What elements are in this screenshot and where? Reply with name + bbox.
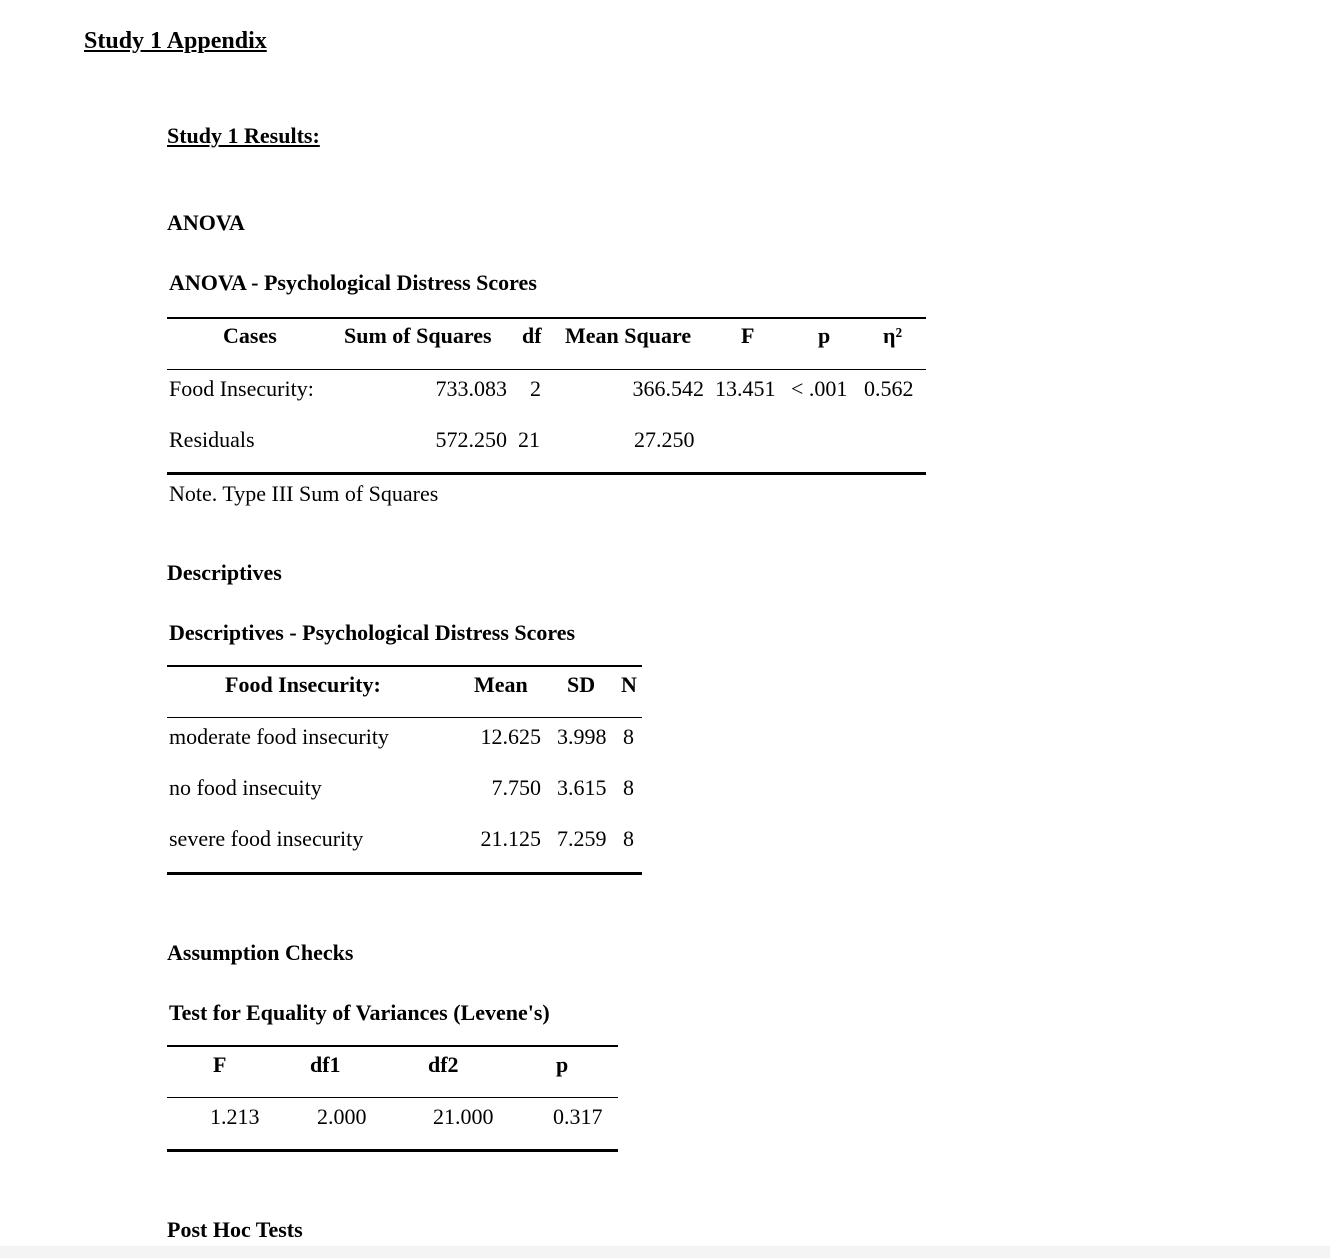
descriptives-top-rule — [167, 665, 642, 667]
descriptives-table-title: Descriptives - Psychological Distress Scores — [169, 620, 576, 645]
anova-table-title: ANOVA - Psychological Distress Scores — [169, 270, 537, 295]
levene-bottom-rule — [167, 1149, 618, 1152]
descriptives-cell-sd: 3.998 — [557, 724, 607, 749]
levene-cell-f: 1.213 — [210, 1104, 260, 1129]
anova-header-p: p — [818, 323, 831, 348]
anova-section-title: ANOVA — [167, 210, 245, 235]
appendix-title: Study 1 Appendix — [84, 28, 267, 54]
levene-top-rule — [167, 1045, 618, 1047]
descriptives-section-title: Descriptives — [167, 560, 282, 585]
anova-cell-p: < .001 — [791, 376, 848, 401]
descriptives-cell-n: 8 — [623, 724, 634, 749]
anova-bottom-rule — [167, 472, 926, 475]
descriptives-header-group: Food Insecurity: — [225, 672, 381, 697]
levene-header-df2: df2 — [428, 1052, 459, 1077]
anova-header-ms: Mean Square — [565, 323, 692, 348]
descriptives-header-mean: Mean — [474, 672, 528, 697]
anova-cell-ss: 733.083 — [435, 376, 507, 401]
anova-cell-f: 13.451 — [715, 376, 776, 401]
descriptives-cell-mean: 7.750 — [491, 775, 541, 800]
levene-table-title: Test for Equality of Variances (Levene's) — [169, 1000, 550, 1025]
anova-header-cases: Cases — [223, 323, 277, 348]
levene-cell-df1: 2.000 — [317, 1104, 367, 1129]
anova-top-rule — [167, 317, 926, 319]
levene-header-df1: df1 — [310, 1052, 341, 1077]
descriptives-header-sd: SD — [567, 672, 596, 697]
levene-cell-df2: 21.000 — [433, 1104, 494, 1129]
anova-cell-case: Residuals — [169, 427, 255, 452]
descriptives-cell-n: 8 — [623, 826, 634, 851]
descriptives-cell-sd: 7.259 — [557, 826, 607, 851]
descriptives-cell-sd: 3.615 — [557, 775, 607, 800]
anova-header-rule — [167, 369, 926, 370]
descriptives-cell-group: no food insecuity — [169, 775, 322, 800]
anova-note: Note. Type III Sum of Squares — [169, 481, 439, 506]
anova-header-f: F — [741, 323, 755, 348]
page-bottom-edge — [0, 1246, 1330, 1258]
descriptives-header-n: N — [621, 672, 637, 697]
anova-header-df: df — [522, 323, 542, 348]
descriptives-cell-mean: 12.625 — [480, 724, 541, 749]
posthoc-section-title: Post Hoc Tests — [167, 1217, 303, 1242]
assumptions-section-title: Assumption Checks — [167, 940, 354, 965]
levene-header-f: F — [213, 1052, 227, 1077]
levene-header-rule — [167, 1097, 618, 1098]
anova-cell-df: 21 — [518, 427, 540, 452]
levene-header-p: p — [556, 1052, 569, 1077]
results-heading: Study 1 Results: — [167, 123, 320, 148]
anova-cell-ms: 27.250 — [634, 427, 695, 452]
anova-cell-eta: 0.562 — [864, 376, 914, 401]
descriptives-cell-group: severe food insecurity — [169, 826, 364, 851]
levene-cell-p: 0.317 — [553, 1104, 603, 1129]
descriptives-bottom-rule — [167, 872, 642, 875]
anova-cell-ss: 572.250 — [435, 427, 507, 452]
descriptives-cell-mean: 21.125 — [480, 826, 541, 851]
descriptives-cell-group: moderate food insecurity — [169, 724, 389, 749]
anova-cell-df: 2 — [530, 376, 541, 401]
anova-cell-ms: 366.542 — [632, 376, 704, 401]
anova-cell-case: Food Insecurity: — [169, 376, 314, 401]
descriptives-header-rule — [167, 717, 642, 718]
anova-header-eta: η² — [883, 323, 903, 348]
descriptives-cell-n: 8 — [623, 775, 634, 800]
anova-header-ss: Sum of Squares — [344, 323, 492, 348]
